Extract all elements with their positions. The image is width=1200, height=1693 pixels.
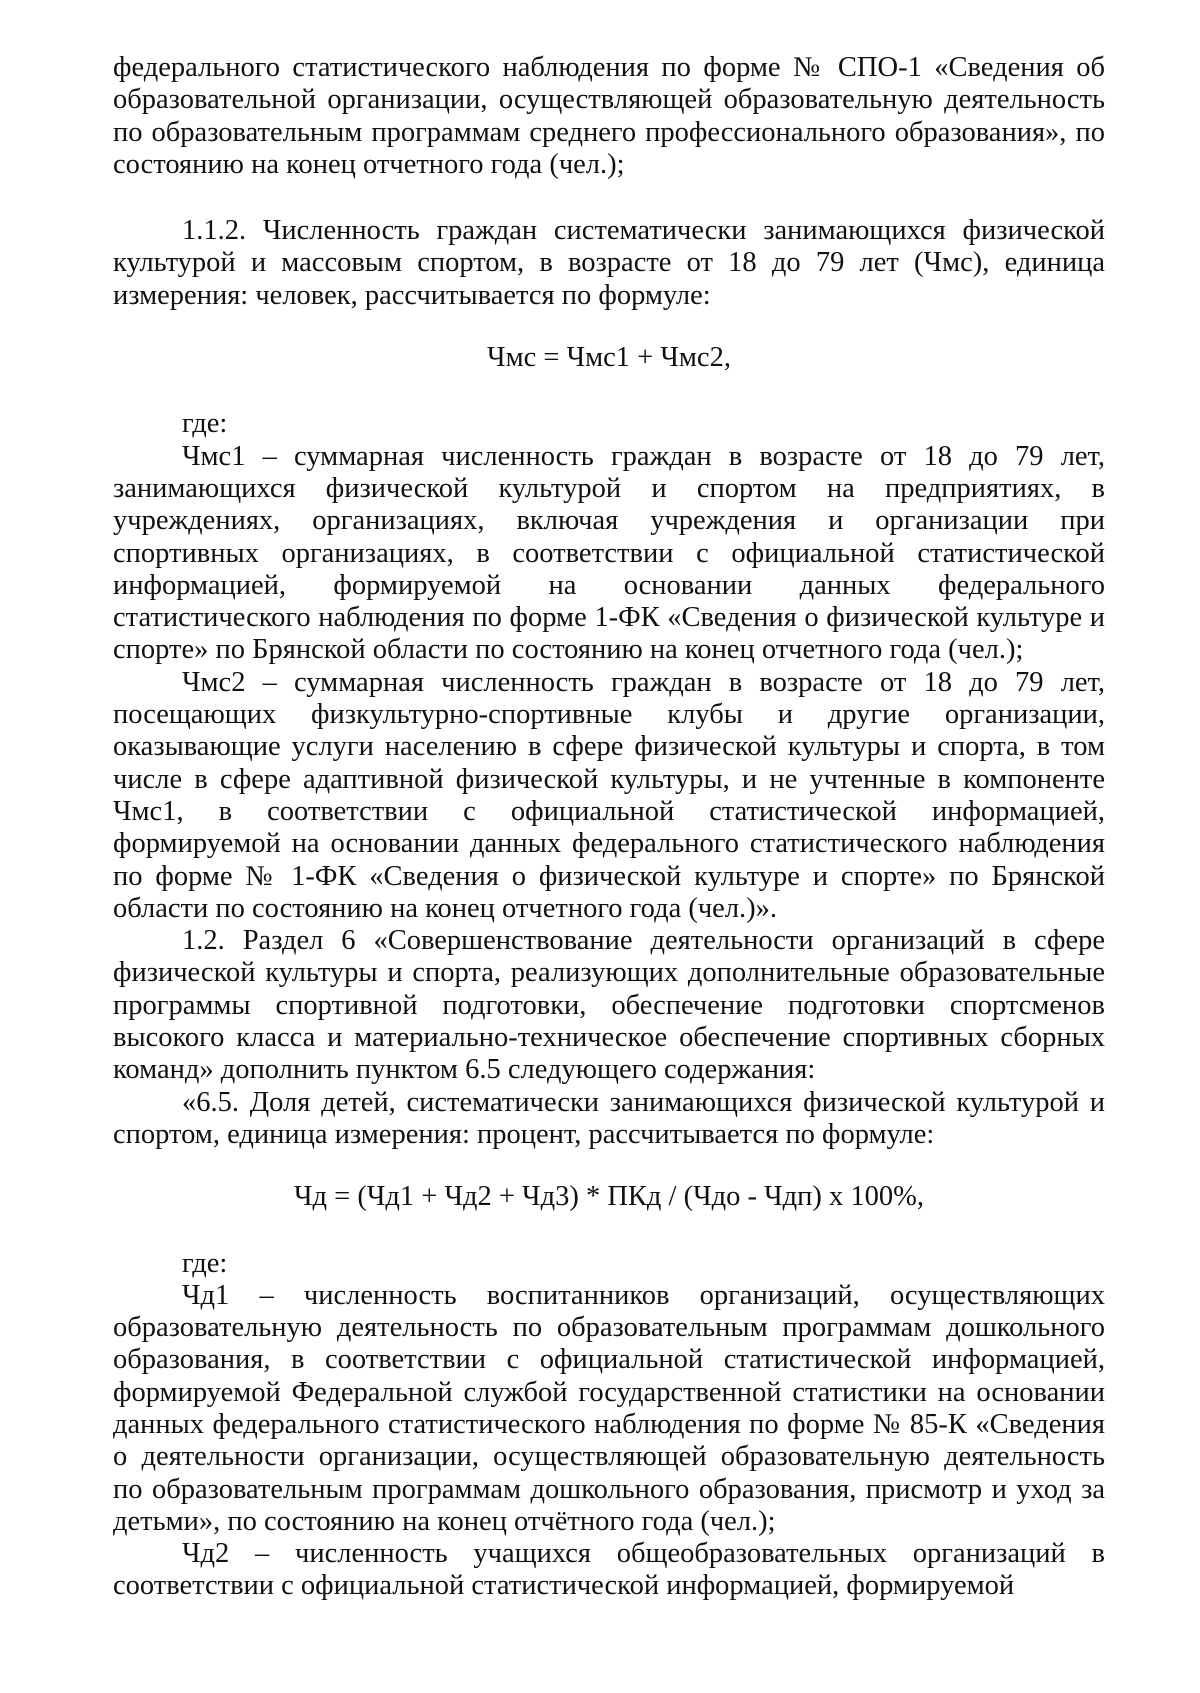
spacer	[113, 181, 1105, 215]
where-label-1: где:	[182, 408, 228, 440]
paragraph-chd1-definition: Чд1 – численность воспитанников организаций, осуществляющих образовательную деятельность по образовательным программам дошкольного образования, в соответствии с официальной статистической информацией, формируемой Федеральной службой государственной статистики на основании данных федерального статистического наблюдения по форме № 85-К «Сведения о деятельности организации, осуществляющей образовательную деятельность по образовательным программам дошкольного образования, присмотр и уход за детьми», по состоянию на конец отчётного года (чел.);	[113, 1279, 1105, 1537]
spacer	[113, 1214, 1105, 1248]
paragraph-chd2-definition: Чд2 – численность учащихся общеобразовательных организаций в соответствии с официальной статистической информацией, формируемой	[113, 1538, 1105, 1602]
spacer	[113, 374, 1105, 408]
paragraph-chms1-definition: Чмс1 – суммарная численность граждан в возрасте от 18 до 79 лет, занимающихся физической культурой и спортом на предприятиях, в учреждениях, организациях, включая учреждения и организации при спортивных организациях, в соответствии с официальной статистической информацией, формируемой на основании данных федерального статистического наблюдения по форме 1-ФК «Сведения о физической культуре и спорте» по Брянской области по состоянию на конец отчетного года (чел.);	[113, 440, 1105, 666]
paragraph-1-1-2: 1.1.2. Численность граждан систематически занимающихся физической культурой и массовым спортом, в возрасте от 18 до 79 лет (Чмс), единица измерения: человек, рассчитывается по формуле:	[113, 215, 1105, 311]
spacer	[113, 312, 1105, 342]
document-body	[113, 52, 1105, 1603]
formula-chms: Чмс = Чмс1 + Чмс2,	[487, 342, 731, 374]
paragraph-1-2: 1.2. Раздел 6 «Совершенствование деятельности организаций в сфере физической культуры и спорта, реализующих дополнительные образовательные программы спортивной подготовки, обеспечение подготовки спортсменов высокого класса и материально-техническое обеспечение спортивных сборных команд» дополнить пунктом 6.5 следующего содержания:	[113, 925, 1105, 1086]
paragraph-continuation: федерального статистического наблюдения по форме № СПО-1 «Сведения об образовательной организации, осуществляющей образовательную деятельность по образовательным программам среднего профессионального образования», по состоянию на конец отчетного года (чел.);	[113, 52, 1105, 180]
where-label-2: где:	[182, 1247, 228, 1279]
paragraph-chms2-definition: Чмс2 – суммарная численность граждан в возрасте от 18 до 79 лет, посещающих физкультурно-спортивные клубы и другие организации, оказывающие услуги населению в сфере физической культуры и спорта, в том числе в сфере адаптивной физической культуры, и не учтенные в компоненте Чмс1, в соответствии с официальной статистической информацией, формируемой на основании данных федерального статистического наблюдения по форме № 1-ФК «Сведения о физической культуре и спорте» по Брянской области по состоянию на конец отчетного года (чел.)».	[113, 666, 1105, 924]
spacer	[113, 1151, 1105, 1181]
formula-chd: Чд = (Чд1 + Чд2 + Чд3) * ПКд / (Чдо - Чдп) х 100%,	[294, 1181, 924, 1213]
paragraph-6-5: «6.5. Доля детей, систематически занимающихся физической культурой и спортом, единица измерения: процент, рассчитывается по формуле:	[113, 1086, 1105, 1150]
